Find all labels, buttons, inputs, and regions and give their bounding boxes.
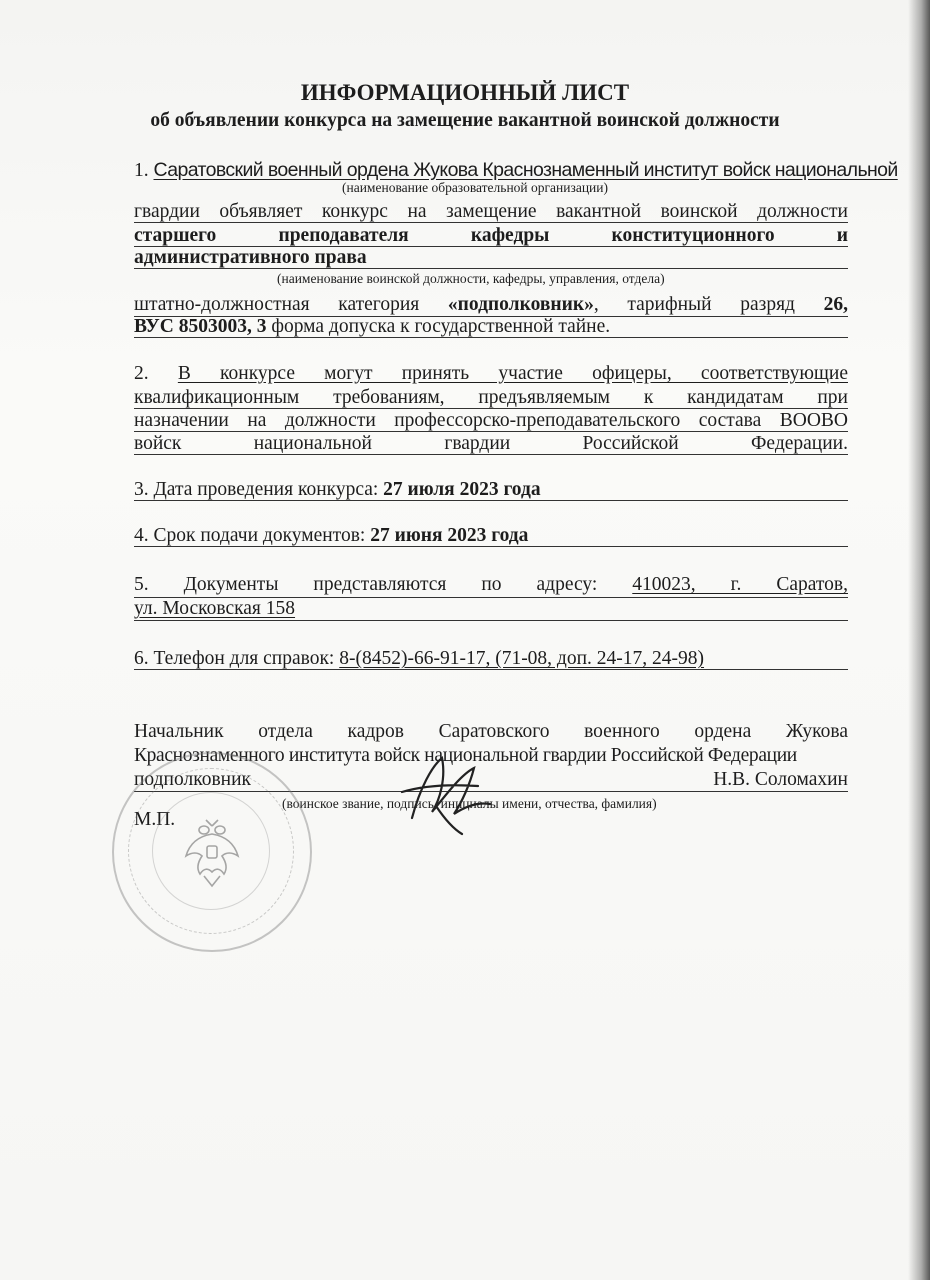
position-word: старшего bbox=[134, 225, 217, 246]
item2-text: В конкурсе могут принять участие офицеры, соответствующие bbox=[177, 363, 848, 384]
rule bbox=[134, 222, 848, 223]
item1-position-line2: административного права bbox=[134, 247, 367, 268]
item1-category-line bbox=[134, 293, 848, 317]
signatory-line2: Краснознаменного института войск национальной гвардии Российской Федерации bbox=[134, 745, 797, 766]
official-seal-stamp bbox=[112, 752, 312, 952]
seal-place-label: М.П. bbox=[134, 809, 176, 830]
phone-label: 6. Телефон для справок: bbox=[134, 648, 340, 669]
item2-line3: назначении на должности профессорско-преподавательского состава ВООВО bbox=[134, 410, 848, 431]
tariff-value: 26, bbox=[823, 294, 848, 315]
address-street: ул. Московская 158 bbox=[134, 598, 296, 619]
handwritten-signature bbox=[392, 748, 502, 838]
rule bbox=[134, 268, 848, 269]
address-value: 410023, г. Саратов, bbox=[632, 574, 848, 595]
position-word: и bbox=[836, 225, 848, 246]
item2-number: 2. bbox=[134, 363, 178, 384]
address-label: 5. Документы представляются по адресу: bbox=[134, 574, 633, 595]
rule bbox=[134, 500, 848, 501]
eagle-emblem-icon bbox=[182, 816, 242, 890]
item2-line4: войск национальной гвардии Российской Федерации. bbox=[134, 433, 848, 454]
item1-org-caption: (наименование образовательной организации) bbox=[342, 180, 608, 195]
tariff-label: , тарифный разряд bbox=[593, 294, 824, 315]
item1-position-caption: (наименование воинской должности, кафедры, управления, отдела) bbox=[277, 271, 665, 286]
contest-date-label: 3. Дата проведения конкурса: bbox=[134, 479, 384, 500]
vus-text: форма допуска к государственной тайне. bbox=[266, 316, 611, 337]
contest-date-value: 27 июля 2023 года bbox=[383, 479, 541, 500]
category-value: «подполковник» bbox=[447, 294, 594, 315]
signatory-line1: Начальник отдела кадров Саратовского военного ордена Жукова bbox=[134, 721, 848, 742]
item5-line2 bbox=[134, 597, 848, 621]
item3-line bbox=[134, 478, 848, 502]
rule bbox=[134, 337, 848, 338]
item5-line1 bbox=[134, 573, 848, 597]
item1-org-name: Саратовский военный ордена Жукова Краснознаменный институт войск национальной bbox=[153, 159, 898, 181]
rule bbox=[134, 669, 848, 670]
item1-vus-line bbox=[134, 315, 848, 339]
deadline-label: 4. Срок подачи документов: bbox=[134, 525, 371, 546]
signatory-name: Н.В. Соломахин bbox=[713, 769, 848, 790]
position-word: конституционного bbox=[611, 225, 775, 246]
rule bbox=[134, 546, 848, 547]
category-label: штатно-должностная категория bbox=[134, 294, 448, 315]
document-subtitle: об объявлении конкурса на замещение вакантной воинской должности bbox=[150, 110, 780, 131]
document-title: ИНФОРМАЦИОННЫЙ ЛИСТ bbox=[300, 80, 630, 105]
deadline-value: 27 июня 2023 года bbox=[370, 525, 529, 546]
position-word: кафедры bbox=[470, 225, 550, 246]
rule bbox=[134, 454, 848, 455]
item2-line1 bbox=[134, 362, 848, 386]
phone-value: 8-(8452)-66-91-17, (71-08, доп. 24-17, 24-98) bbox=[339, 648, 705, 669]
item1-position-line bbox=[134, 224, 848, 248]
scan-edge-shadow bbox=[908, 0, 930, 1280]
item4-line bbox=[134, 524, 848, 548]
item1-line2: гвардии объявляет конкурс на замещение вакантной воинской должности bbox=[134, 201, 848, 222]
vus-value: ВУС 8503003, 3 bbox=[134, 316, 267, 337]
item6-line bbox=[134, 647, 848, 671]
signature-caption: (воинское звание, подпись, инициалы имени, отчества, фамилия) bbox=[282, 796, 657, 811]
signatory-rank: подполковник bbox=[134, 769, 251, 790]
rule bbox=[134, 620, 848, 621]
item2-line2: квалификационным требованиям, предъявляемым к кандидатам при bbox=[134, 387, 848, 408]
position-word: преподавателя bbox=[278, 225, 409, 246]
item1-number: 1. bbox=[134, 160, 154, 181]
